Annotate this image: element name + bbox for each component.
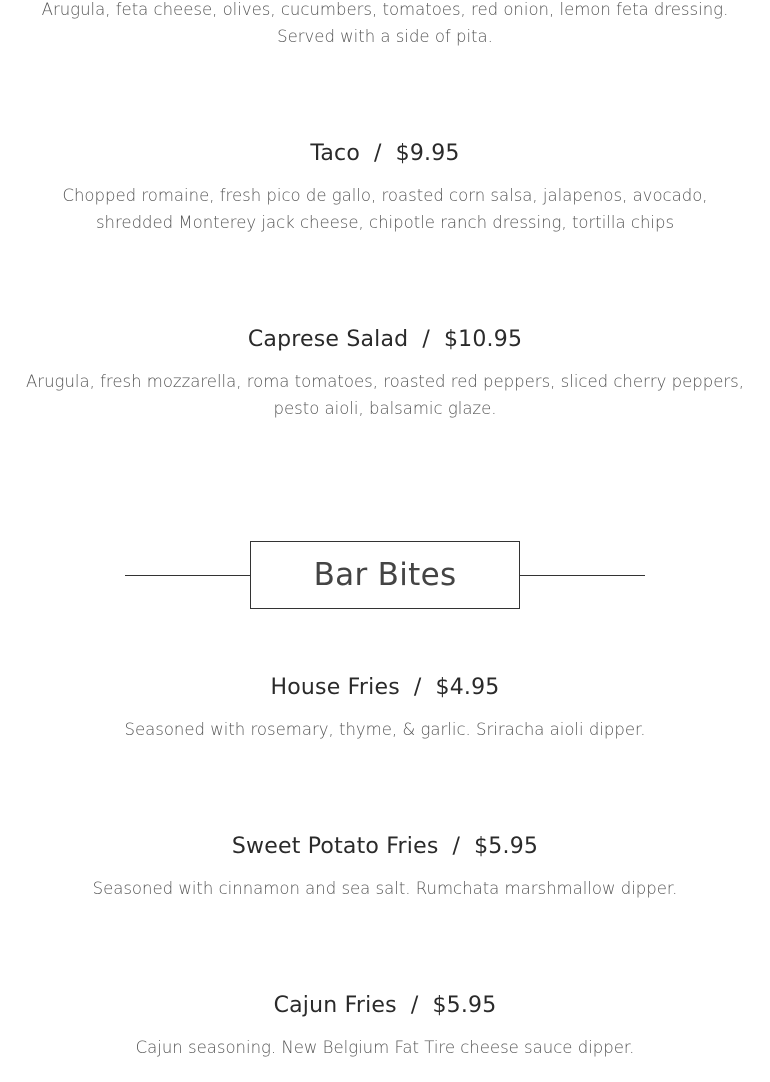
price-separator: / bbox=[422, 327, 430, 352]
menu-item-title-taco bbox=[0, 140, 770, 168]
menu-item-name: Cajun Fries bbox=[273, 993, 397, 1018]
section-title-box bbox=[250, 541, 520, 609]
section-title: Bar Bites bbox=[313, 557, 457, 593]
menu-item-description: Cajun seasoning. New Belgium Fat Tire cheese sauce dipper. bbox=[135, 1038, 635, 1057]
menu-item-price: $5.95 bbox=[432, 993, 497, 1018]
menu-item-price: $5.95 bbox=[474, 834, 539, 859]
divider-left bbox=[125, 575, 250, 576]
price-separator: / bbox=[413, 675, 422, 700]
menu-item-name: House Fries bbox=[270, 675, 400, 700]
menu-item-description: Seasoned with cinnamon and sea salt. Rumchata marshmallow dipper. bbox=[92, 879, 678, 898]
menu-item-title-cajun-fries bbox=[0, 992, 770, 1020]
section-header-bar-bites bbox=[0, 541, 770, 609]
menu-item-name: Caprese Salad bbox=[247, 327, 409, 352]
price-separator: / bbox=[410, 993, 419, 1018]
menu-item-price: $10.95 bbox=[443, 327, 523, 352]
menu-item-price: $4.95 bbox=[435, 675, 500, 700]
menu-item-description: Arugula, fresh mozzarella, roma tomatoes, roasted red peppers, sliced cherry peppers, pesto aioli, balsamic glaze. bbox=[26, 372, 744, 418]
menu-item-title-sweet-potato-fries bbox=[0, 833, 770, 861]
menu-item-name: Taco bbox=[310, 141, 361, 166]
menu-item-title-caprese-salad bbox=[0, 326, 770, 354]
menu-item-title-house-fries bbox=[0, 674, 770, 702]
price-separator: / bbox=[452, 834, 461, 859]
divider-right bbox=[520, 575, 645, 576]
menu-item-price: $9.95 bbox=[395, 141, 460, 166]
menu-item-name: Sweet Potato Fries bbox=[231, 834, 439, 859]
menu-item-description: Arugula, feta cheese, olives, cucumbers, tomatoes, red onion, lemon feta dressing. Served with a side of pita. bbox=[41, 0, 729, 46]
price-separator: / bbox=[374, 141, 382, 166]
menu-item-description: Seasoned with rosemary, thyme, & garlic. Sriracha aioli dipper. bbox=[124, 720, 646, 739]
menu-item-description: Chopped romaine, fresh pico de gallo, roasted corn salsa, jalapenos, avocado, shredded Monterey jack cheese, chipotle ranch dressing, tortilla chips bbox=[62, 186, 708, 232]
